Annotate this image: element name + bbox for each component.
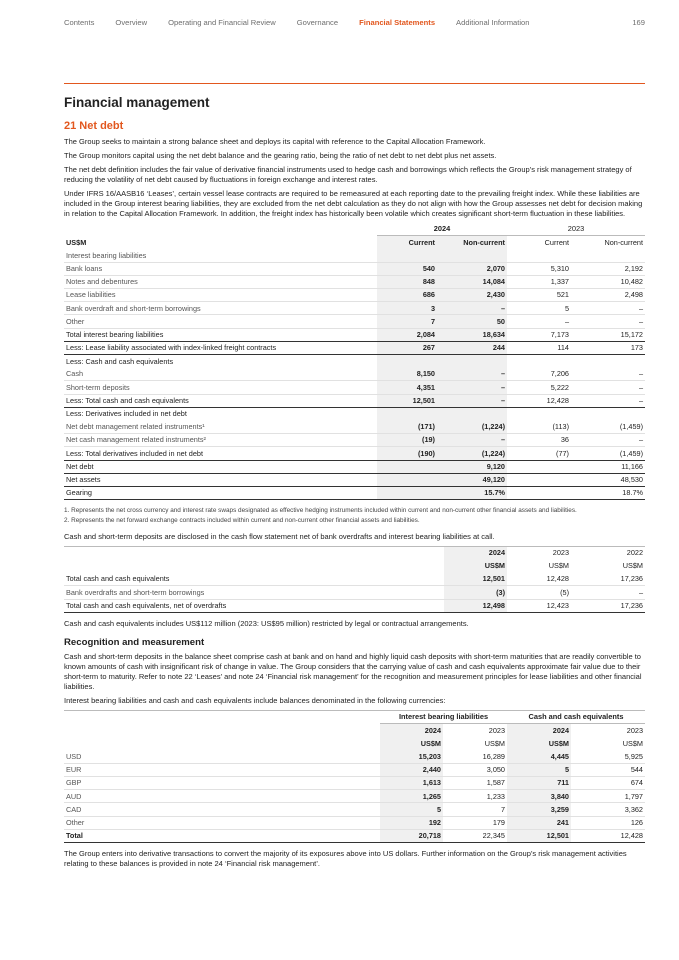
nav-financial-statements[interactable]: Financial Statements: [359, 18, 436, 28]
cell-value: 3,362: [571, 803, 645, 816]
cell-value: 4,445: [507, 750, 571, 763]
row-label: USD: [64, 750, 380, 763]
cell-value: 7: [377, 315, 437, 328]
cell-value: 50: [437, 315, 507, 328]
year-header: 2022: [626, 548, 643, 558]
cell-value: 8,150: [377, 368, 437, 381]
cell-value: 17,236: [571, 599, 645, 612]
year-header: 2024: [380, 724, 443, 737]
cash-body: [64, 573, 645, 613]
row-label: AUD: [64, 790, 380, 803]
row-label: Bank overdraft and short-term borrowings: [64, 302, 377, 315]
cell-value: –: [437, 394, 507, 407]
year-header: 2023: [488, 725, 505, 735]
row-label: CAD: [64, 803, 380, 816]
footnote: 1. Represents the net cross currency and interest rate swaps designated as effective hedging instruments included within current and non-current other financial assets and liabilities.: [64, 507, 577, 515]
cell-value: 711: [507, 777, 571, 790]
cell-value: 3,259: [507, 803, 571, 816]
cell-value: 12,428: [507, 573, 571, 586]
cell-value: [571, 355, 645, 368]
row-label: Bank loans: [64, 262, 377, 275]
cell-value: 12,423: [507, 599, 571, 612]
nav-additional-information[interactable]: Additional Information: [456, 18, 530, 28]
cell-value: 2,084: [377, 328, 437, 341]
cell-value: 36: [507, 434, 571, 447]
cell-value: (1,224): [437, 420, 507, 433]
cell-value: (77): [507, 447, 571, 460]
section-title: 21 Net debt: [64, 119, 124, 132]
row-label: GBP: [64, 777, 380, 790]
row-label: Total cash and cash equivalents, net of overdrafts: [64, 599, 444, 612]
cell-value: 1,613: [380, 777, 443, 790]
cell-value: 12,498: [444, 599, 507, 612]
nav-contents[interactable]: Contents: [64, 18, 95, 28]
cell-value: –: [571, 368, 645, 381]
cell-value: [507, 473, 571, 486]
recognition-title: Recognition and measurement: [64, 636, 205, 648]
cell-value: (171): [377, 420, 437, 433]
table-row: [64, 573, 645, 586]
cell-value: 12,501: [377, 394, 437, 407]
intro-paragraph: Under IFRS 16/AASB16 ‘Leases’, certain vessel lease contracts are required to be remeasured at each reporting date to the prevailing freight index. While these liabilities are included in the Group interest bearing liabilities, they are excluded from the net debt calculation as they do not align with how the Group assesses net debt for decision making in relation to the Capital Allocation Framework. In addition, the freight index has historically been volatile which creates significant short-term fluctuation in these liabilities.: [64, 188, 643, 218]
cell-value: 173: [571, 341, 645, 354]
cell-value: –: [571, 315, 645, 328]
cell-value: [377, 473, 437, 486]
year-header: 2023: [626, 725, 643, 735]
nav-governance[interactable]: Governance: [296, 18, 339, 28]
table-row: [64, 473, 645, 486]
cell-value: 521: [507, 289, 571, 302]
net-debt-year-header: [64, 223, 645, 236]
intro-paragraph: The Group monitors capital using the net debt balance and the gearing ratio, being the ratio of net debt to net debt plus net assets.: [64, 150, 497, 160]
cell-value: [437, 407, 507, 420]
currency-year-header: [64, 724, 645, 737]
year-header: 2024: [444, 546, 507, 559]
table-row: [64, 355, 645, 368]
table-row: [64, 262, 645, 275]
cell-value: [507, 486, 571, 499]
row-label: Gearing: [64, 486, 377, 499]
unit-label: US$M: [622, 561, 643, 571]
table-row: [64, 341, 645, 354]
cell-value: [377, 460, 437, 473]
cell-value: 5,310: [507, 262, 571, 275]
cell-value: 11,166: [571, 460, 645, 473]
row-label: Lease liabilities: [64, 289, 377, 302]
cell-value: [507, 460, 571, 473]
table-row: [64, 275, 645, 288]
cell-value: 10,482: [571, 275, 645, 288]
cell-value: (1,459): [571, 447, 645, 460]
column-header: Current: [544, 237, 569, 247]
cell-value: [571, 249, 645, 262]
table-row: [64, 486, 645, 499]
row-label: Net debt: [64, 460, 377, 473]
cell-value: 267: [377, 341, 437, 354]
cell-value: 179: [443, 816, 507, 829]
currency-unit-header: [64, 737, 645, 750]
row-label: Less: Cash and cash equivalents: [64, 355, 377, 368]
cell-value: 1,265: [380, 790, 443, 803]
cell-value: [571, 407, 645, 420]
intro-paragraph: The net debt definition includes the fair value of derivative financial instruments used to hedge cash and borrowings which reflects the Group’s risk management strategy of reducing the volatility of net debt caused by fluctuations in foreign exchange and interest rates.: [64, 164, 632, 184]
cell-value: (19): [377, 434, 437, 447]
cell-value: 848: [377, 275, 437, 288]
table-row: [64, 407, 645, 420]
row-label: Total interest bearing liabilities: [64, 328, 377, 341]
cell-value: 3,840: [507, 790, 571, 803]
table-row: [64, 420, 645, 433]
cell-value: 7: [443, 803, 507, 816]
nav-operating-review[interactable]: Operating and Financial Review: [168, 18, 276, 28]
footnote: 2. Represents the net forward exchange contracts included within current and non-current other financial assets and liabilities.: [64, 516, 420, 524]
row-label: Less: Total derivatives included in net debt: [64, 447, 377, 460]
currency-table: [64, 710, 645, 843]
cell-value: (1,224): [437, 447, 507, 460]
recognition-paragraph: Cash and short-term deposits in the balance sheet comprise cash at bank and on hand and highly liquid cash deposits with short-term maturities that are readily convertible to known amounts of cash with insignificant risk of change in value. The Group considers that the carrying value of cash and cash equivalents approximate fair value due to their short-term to maturity. Refer to note 22 ‘Leases’ and note 24 ‘Financial risk management’ for the recognition and measurement principles for lease liabilities and other financial liabilities.: [64, 652, 642, 692]
net-debt-table: [64, 223, 645, 500]
cell-value: [377, 407, 437, 420]
group-header: Interest bearing liabilities: [380, 711, 507, 724]
cell-value: (113): [507, 420, 571, 433]
cell-value: 15,172: [571, 328, 645, 341]
cell-value: 15,203: [380, 750, 443, 763]
table-row: [64, 803, 645, 816]
cell-value: –: [437, 302, 507, 315]
cash-table: [64, 546, 645, 613]
table-row: [64, 763, 645, 776]
cell-value: 14,084: [437, 275, 507, 288]
cell-value: –: [437, 434, 507, 447]
cell-value: 540: [377, 262, 437, 275]
page-title: Financial management: [64, 95, 210, 110]
cell-value: 5: [507, 302, 571, 315]
column-header: Non-current: [604, 237, 643, 247]
cell-value: 17,236: [571, 573, 645, 586]
intro-paragraph: The Group seeks to maintain a strong balance sheet and deploys its capital with reference to the Capital Allocation Framework.: [64, 136, 486, 146]
row-label: Less: Lease liability associated with index-linked freight contracts: [64, 341, 377, 354]
header-divider: [64, 83, 645, 84]
table-row: [64, 289, 645, 302]
cell-value: 15.7%: [437, 486, 507, 499]
cell-value: –: [571, 434, 645, 447]
cell-value: 5,925: [571, 750, 645, 763]
currency-body: [64, 750, 645, 842]
cell-value: 2,430: [437, 289, 507, 302]
cell-value: 49,120: [437, 473, 507, 486]
table-row: [64, 368, 645, 381]
row-label: Notes and debentures: [64, 275, 377, 288]
table-row: [64, 434, 645, 447]
cell-value: 2,498: [571, 289, 645, 302]
cell-value: 1,797: [571, 790, 645, 803]
row-label: Less: Derivatives included in net debt: [64, 407, 377, 420]
net-debt-column-header: [64, 236, 645, 249]
table-row: [64, 816, 645, 829]
cell-value: [437, 355, 507, 368]
year-header: 2023: [552, 548, 569, 558]
row-label: Total cash and cash equivalents: [64, 573, 444, 586]
cell-value: 686: [377, 289, 437, 302]
cell-value: 12,428: [507, 394, 571, 407]
cell-value: 244: [437, 341, 507, 354]
cell-value: 5: [380, 803, 443, 816]
cell-value: 12,428: [571, 829, 645, 842]
cell-value: 1,587: [443, 777, 507, 790]
table-row: [64, 599, 645, 612]
closing-paragraph: The Group enters into derivative transactions to convert the majority of its exposures above into US dollars. Further information on the Group’s risk management activities relating to these balances is provided in note 24 ‘Financial risk management’.: [64, 848, 627, 868]
cell-value: (190): [377, 447, 437, 460]
cell-value: 7,173: [507, 328, 571, 341]
restricted-cash-note: Cash and cash equivalents includes US$112 million (2023: US$95 million) restricted by legal or contractual arrangements.: [64, 618, 469, 628]
top-navigation: [64, 17, 645, 29]
cell-value: –: [571, 586, 645, 599]
cell-value: 4,351: [377, 381, 437, 394]
cell-value: 3: [377, 302, 437, 315]
cell-value: 2,440: [380, 763, 443, 776]
cell-value: 1,337: [507, 275, 571, 288]
year-header: 2023: [507, 223, 645, 236]
cell-value: 126: [571, 816, 645, 829]
table-row: [64, 381, 645, 394]
cell-value: 20,718: [380, 829, 443, 842]
cell-value: 22,345: [443, 829, 507, 842]
cell-value: –: [571, 394, 645, 407]
cell-value: –: [437, 381, 507, 394]
row-label: Net debt management related instruments¹: [64, 420, 377, 433]
cell-value: [377, 249, 437, 262]
cell-value: 544: [571, 763, 645, 776]
table-row: [64, 328, 645, 341]
cell-value: [507, 249, 571, 262]
cell-value: –: [571, 302, 645, 315]
cell-value: 18,634: [437, 328, 507, 341]
cell-value: 5: [507, 763, 571, 776]
row-label: Total: [64, 829, 380, 842]
cell-value: (1,459): [571, 420, 645, 433]
table-row: [64, 829, 645, 842]
cell-value: 12,501: [507, 829, 571, 842]
unit-label: US$M: [622, 738, 643, 748]
unit-label: US$M: [484, 738, 505, 748]
cell-value: [377, 486, 437, 499]
footnotes: [64, 506, 645, 526]
cell-value: [507, 407, 571, 420]
row-label: Cash: [64, 368, 377, 381]
table-row: [64, 447, 645, 460]
unit-label: US$M: [548, 561, 569, 571]
cell-value: [437, 249, 507, 262]
row-label: Interest bearing liabilities: [64, 249, 377, 262]
table-row: [64, 249, 645, 262]
cell-value: 9,120: [437, 460, 507, 473]
page-number: 169: [632, 18, 645, 28]
currency-group-header: [64, 711, 645, 724]
row-label: Bank overdrafts and short-term borrowings: [64, 586, 444, 599]
cell-value: (5): [507, 586, 571, 599]
cell-value: 241: [507, 816, 571, 829]
row-label: Short-term deposits: [64, 381, 377, 394]
group-header: Cash and cash equivalents: [507, 711, 645, 724]
cell-value: 5,222: [507, 381, 571, 394]
cell-value: 2,070: [437, 262, 507, 275]
table-row: [64, 586, 645, 599]
cell-value: –: [571, 381, 645, 394]
table-row: [64, 460, 645, 473]
cell-value: 1,233: [443, 790, 507, 803]
table-row: [64, 790, 645, 803]
row-label: Other: [64, 315, 377, 328]
cell-value: 114: [507, 341, 571, 354]
table-row: [64, 750, 645, 763]
cell-value: 16,289: [443, 750, 507, 763]
unit-label: US$M: [380, 737, 443, 750]
cash-unit-header: [64, 560, 645, 573]
cell-value: 7,206: [507, 368, 571, 381]
unit-label: US$M: [507, 737, 571, 750]
unit-label: US$M: [444, 560, 507, 573]
nav-overview[interactable]: Overview: [115, 18, 148, 28]
row-label: Less: Total cash and cash equivalents: [64, 394, 377, 407]
table-row: [64, 777, 645, 790]
row-label: EUR: [64, 763, 380, 776]
table-row: [64, 315, 645, 328]
cell-value: 192: [380, 816, 443, 829]
row-label: Net assets: [64, 473, 377, 486]
cell-value: 2,192: [571, 262, 645, 275]
cell-value: –: [437, 368, 507, 381]
cell-value: 3,050: [443, 763, 507, 776]
cell-value: 18.7%: [571, 486, 645, 499]
table-row: [64, 302, 645, 315]
year-header: 2024: [507, 724, 571, 737]
row-label: Other: [64, 816, 380, 829]
main-content: [64, 94, 645, 873]
table-row: [64, 394, 645, 407]
row-label: Net cash management related instruments²: [64, 434, 377, 447]
cash-year-header: [64, 546, 645, 559]
cell-value: [507, 355, 571, 368]
cell-value: –: [507, 315, 571, 328]
column-header: Non-current: [437, 236, 507, 249]
net-debt-body: [64, 249, 645, 500]
year-header: 2024: [377, 223, 507, 236]
cell-value: 48,530: [571, 473, 645, 486]
recognition-paragraph: Interest bearing liabilities and cash and cash equivalents include balances denominated in the following currencies:: [64, 696, 446, 706]
unit-label: US$M: [66, 237, 87, 247]
column-header: Current: [377, 236, 437, 249]
cash-intro: Cash and short-term deposits are disclosed in the cash flow statement net of bank overdrafts and interest bearing liabilities at call.: [64, 531, 495, 541]
cell-value: 674: [571, 777, 645, 790]
cell-value: [377, 355, 437, 368]
cell-value: (3): [444, 586, 507, 599]
cell-value: 12,501: [444, 573, 507, 586]
